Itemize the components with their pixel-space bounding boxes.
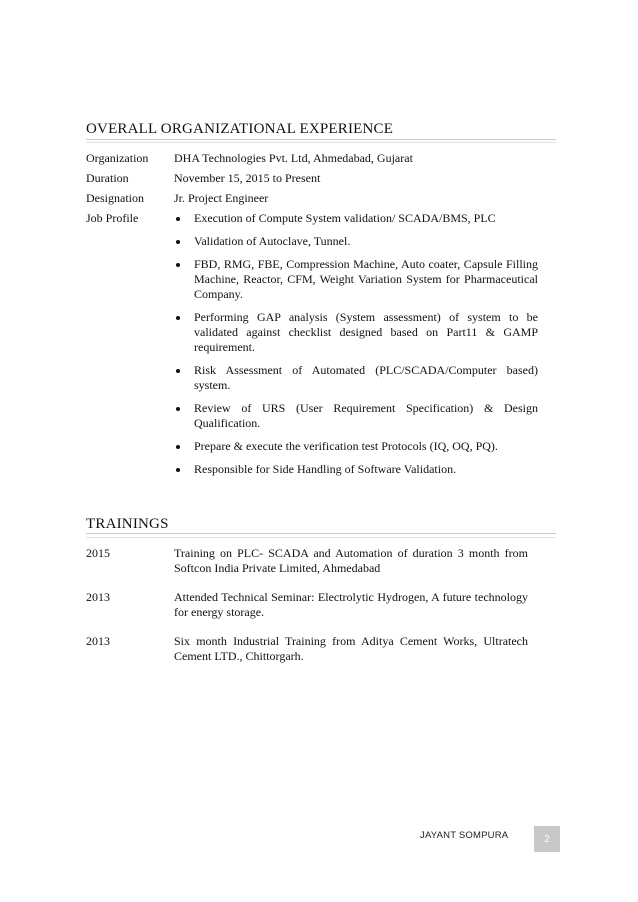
- training-row: [86, 634, 528, 664]
- list-item-text: Prepare & execute the verification test Protocols (IQ, OQ, PQ).: [194, 439, 498, 453]
- list-item: [174, 257, 538, 302]
- field-label: Organization: [86, 151, 149, 165]
- footer-author-name: JAYANT SOMPURA: [420, 830, 509, 841]
- list-item: [174, 462, 538, 477]
- list-item-text: FBD, RMG, FBE, Compression Machine, Auto coater, Capsule Filling Machine, Reactor, CFM, Weight Variation System for Pharmaceutical Company.: [194, 257, 538, 301]
- list-item-text: Risk Assessment of Automated (PLC/SCADA/Computer based) system.: [194, 363, 538, 392]
- bullet-icon: [176, 240, 180, 244]
- training-text: Training on PLC- SCADA and Automation of duration 3 month from Softcon India Private Limited, Ahmedabad: [174, 546, 528, 575]
- list-item: [174, 234, 538, 249]
- bullet-icon: [176, 445, 180, 449]
- training-year: 2015: [86, 546, 110, 560]
- field-organization: [86, 151, 538, 166]
- field-job-profile: [86, 211, 538, 485]
- field-label: Duration: [86, 171, 129, 185]
- experience-divider: [86, 139, 556, 140]
- list-item-text: Responsible for Side Handling of Software Validation.: [194, 462, 457, 476]
- training-row: [86, 546, 528, 576]
- training-row: [86, 590, 528, 620]
- list-item: [174, 211, 538, 226]
- field-label: Designation: [86, 191, 144, 205]
- bullet-icon: [176, 369, 180, 373]
- field-label: Job Profile: [86, 211, 139, 225]
- list-item: [174, 363, 538, 393]
- training-year: 2013: [86, 634, 110, 648]
- trainings-divider: [86, 533, 556, 534]
- training-text: Six month Industrial Training from Aditya Cement Works, Ultratech Cement LTD., Chittorgarh.: [174, 634, 528, 663]
- bullet-icon: [176, 263, 180, 267]
- field-duration: [86, 171, 538, 186]
- list-item-text: Validation of Autoclave, Tunnel.: [194, 234, 351, 248]
- list-item: [174, 439, 538, 454]
- experience-heading: OVERALL ORGANIZATIONAL EXPERIENCE: [86, 121, 394, 137]
- field-value: DHA Technologies Pvt. Ltd, Ahmedabad, Gujarat: [174, 151, 413, 165]
- list-item-text: Execution of Compute System validation/ SCADA/BMS, PLC: [194, 211, 496, 225]
- trainings-section: [86, 546, 528, 678]
- field-designation: [86, 191, 538, 206]
- experience-divider-secondary: [86, 142, 556, 143]
- list-item: [174, 310, 538, 355]
- job-profile-list: [174, 211, 538, 477]
- training-year: 2013: [86, 590, 110, 604]
- page-number-badge: 2: [534, 826, 560, 852]
- list-item-text: Performing GAP analysis (System assessment) of system to be validated against checklist designed based on Part11 & GAMP requirement.: [194, 310, 538, 354]
- field-value: Jr. Project Engineer: [174, 191, 269, 205]
- list-item: [174, 401, 538, 431]
- bullet-icon: [176, 468, 180, 472]
- bullet-icon: [176, 407, 180, 411]
- job-profile-list-container: [174, 211, 538, 485]
- trainings-heading: TRAININGS: [86, 516, 169, 532]
- bullet-icon: [176, 316, 180, 320]
- trainings-divider-secondary: [86, 537, 556, 538]
- experience-section: [86, 151, 538, 490]
- bullet-icon: [176, 217, 180, 221]
- field-value: November 15, 2015 to Present: [174, 171, 321, 185]
- list-item-text: Review of URS (User Requirement Specification) & Design Qualification.: [194, 401, 538, 430]
- training-text: Attended Technical Seminar: Electrolytic Hydrogen, A future technology for energy storage.: [174, 590, 528, 619]
